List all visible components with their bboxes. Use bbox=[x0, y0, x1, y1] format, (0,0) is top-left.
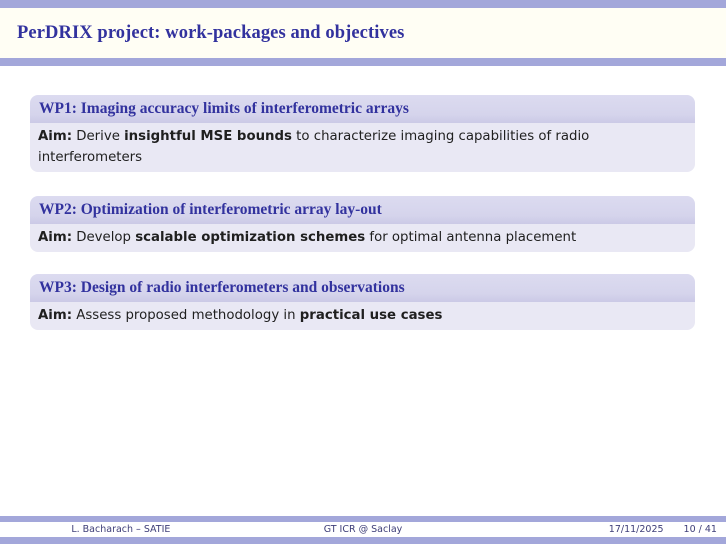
block-wp3-body: Aim: Assess proposed methodology in practical use cases bbox=[30, 302, 695, 330]
block-wp1-body: Aim: Derive insightful MSE bounds to characterize imaging capabilities of radio interferometers bbox=[30, 123, 695, 172]
footer-page-number: 10 / 41 bbox=[683, 524, 717, 535]
top-accent-bar bbox=[0, 0, 726, 8]
footer-date: 17/11/2025 bbox=[608, 524, 664, 535]
footer-bottom-accent-bar bbox=[0, 537, 726, 544]
title-strip bbox=[0, 8, 726, 58]
block-wp3-title: WP3: Design of radio interferometers and observations bbox=[30, 274, 695, 302]
slide-title: PerDRIX project: work-packages and objectives bbox=[17, 22, 405, 43]
work-package-blocks bbox=[30, 66, 695, 330]
footer-author: L. Bacharach – SATIE bbox=[71, 524, 171, 535]
block-wp2-body: Aim: Develop scalable optimization schemes for optimal antenna placement bbox=[30, 224, 695, 252]
footer-right-cell bbox=[484, 524, 726, 535]
footer-info-line bbox=[0, 522, 726, 537]
block-wp1-title: WP1: Imaging accuracy limits of interferometric arrays bbox=[30, 95, 695, 123]
block-wp2-title: WP2: Optimization of interferometric array lay-out bbox=[30, 196, 695, 224]
footer-venue: GT ICR @ Saclay bbox=[323, 524, 403, 535]
footer bbox=[0, 516, 726, 544]
block-wp3 bbox=[30, 274, 695, 330]
title-underline-bar bbox=[0, 58, 726, 66]
block-wp2 bbox=[30, 196, 695, 252]
block-wp1 bbox=[30, 95, 695, 172]
